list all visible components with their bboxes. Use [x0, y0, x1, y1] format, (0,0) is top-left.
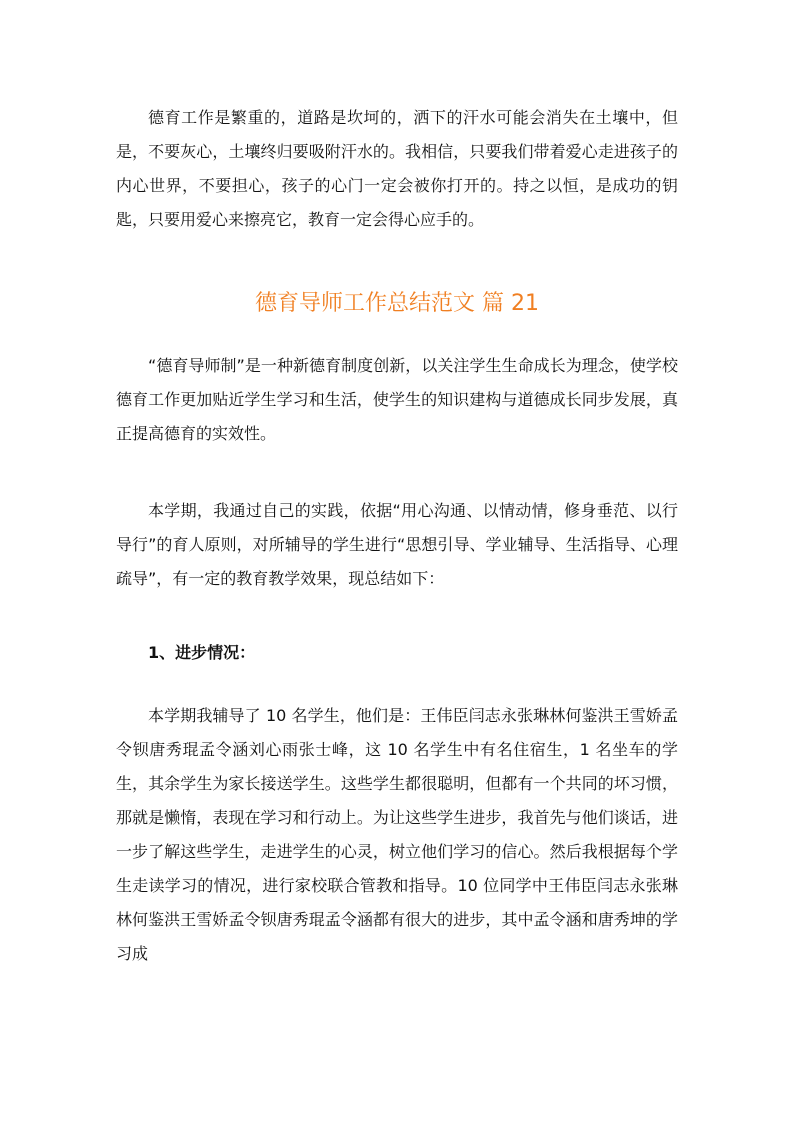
paragraph-mentor-system: “德育导师制”是一种新德育制度创新，以关注学生生命成长为理念，使学校德育工作更加贴近学生学习和生活，使学生的知识建构与道德成长同步发展，真正提高德育的实效性。: [116, 356, 678, 443]
paragraph-students-progress: 本学期我辅导了 10 名学生，他们是：王伟臣闫志永张琳林何鉴洪王雪娇孟令钡唐秀琨孟令涵刘心雨张士峰，这 10 名学生中有名住宿生，1 名坐车的学生，其余学生为家长接送学生。这些学生都很聪明，但都有一个共同的坏习惯，那就是懒惰，表现在学习和行动上。为让这些学生进步，我首先与他们谈话，进一步了解这些学生，走进学生的心灵，树立他们学习的信心。然后我根据每个学生走读学习的情况，进行家校联合管教和指导。10 位同学中王伟臣闫志永张琳林何鉴洪王雪娇孟令钡唐秀琨孟令涵都有很大的进步，其中孟令涵和唐秀坤的学习成: [116, 706, 678, 963]
heading-progress: 1、进步情况：: [148, 643, 256, 662]
paragraph-semester-practice: 本学期，我通过自己的实践，依据“用心沟通、以情动情，修身垂范、以行导行”的育人原则，对所辅导的学生进行“思想引导、学业辅导、生活指导、心理疏导”，有一定的教育教学效果，现总结如下：: [116, 501, 678, 588]
section-title: 德育导师工作总结范文 篇 21: [255, 291, 539, 316]
paragraph-moral-education-work: 德育工作是繁重的，道路是坎坷的，洒下的汗水可能会消失在土壤中，但是，不要灰心，土壤终归要吸附汗水的。我相信，只要我们带着爱心走进孩子的内心世界，不要担心，孩子的心门一定会被你打开的。持之以恒，是成功的钥匙，只要用爱心来擦亮它，教育一定会得心应手的。: [116, 108, 678, 229]
